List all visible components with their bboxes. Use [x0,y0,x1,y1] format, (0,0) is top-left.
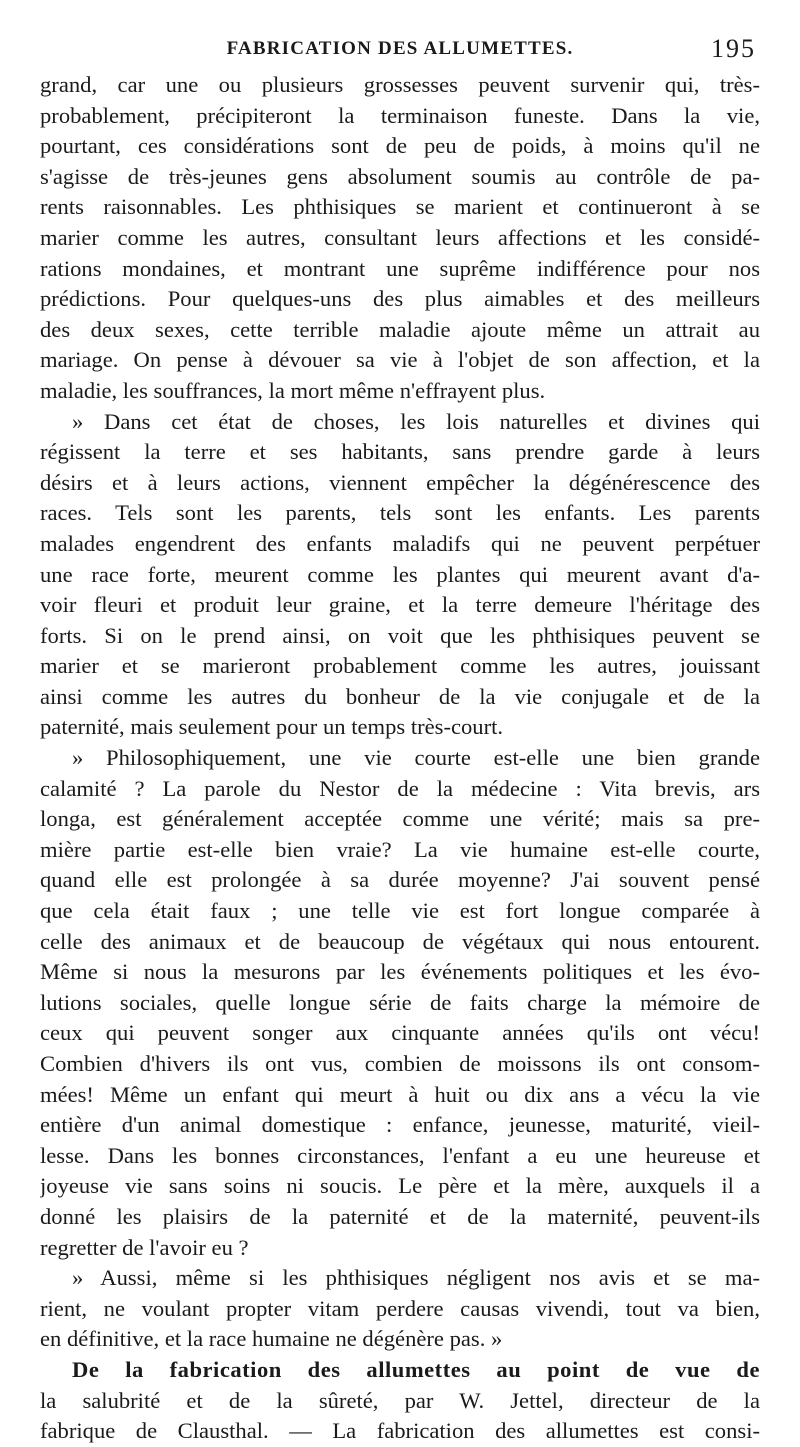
text-line: une race forte, meurent comme les plantes qui meurent avant d'a- [40,561,760,587]
text-line: races. Tels sont les parents, tels sont les enfants. Les parents [40,500,760,526]
text-line: rations mondaines, et montrant une suprême indifférence pour nos [40,255,760,281]
text-line: rents raisonnables. Les phthisiques se marient et continueront à se [40,194,760,220]
text-line: entière d'un animal domestique : enfance, jeunesse, maturité, vieil- [40,1112,760,1138]
text-line: lutions sociales, quelle longue série de faits charge la mémoire de [40,989,760,1015]
text-line: joyeuse vie sans soins ni soucis. Le père et la mère, auxquels il a [40,1173,760,1199]
text-line: mées! Même un enfant qui meurt à huit ou dix ans a vécu la vie [40,1081,760,1107]
text-line: malades engendrent des enfants maladifs qui ne peuvent perpétuer [40,530,760,556]
text-line: » Dans cet état de choses, les lois naturelles et divines qui [72,408,760,434]
text-line: voir fleuri et produit leur graine, et la terre demeure l'héritage des [40,592,760,618]
section-heading-line: De la fabrication des allumettes au point de vue de [72,1356,760,1382]
text-line: prédictions. Pour quelques-uns des plus aimables et des meilleurs [40,286,760,312]
text-line: » Aussi, même si les phthisiques négligent nos avis et se ma- [72,1265,760,1291]
text-line: que cela était faux ; une telle vie est fort longue comparée à [40,898,760,924]
text-line: Combien d'hivers ils ont vus, combien de moissons ils ont consom- [40,1051,760,1076]
text-line: des deux sexes, cette terrible maladie ajoute même un attrait au [40,316,760,342]
text-line: désirs et à leurs actions, viennent empêcher la dégénérescence des [40,469,760,495]
text-line: marier comme les autres, consultant leurs affections et les considé- [40,224,760,250]
page-number: 195 [711,34,756,63]
text-line: paternité, mais seulement pour un temps très-court. [40,714,504,740]
body-text [40,70,760,1447]
text-line: calamité ? La parole du Nestor de la médecine : Vita brevis, ars [40,775,760,801]
text-line: la salubrité et de la sûreté, par W. Jettel, directeur de la [40,1387,760,1413]
text-line: s'agisse de très-jeunes gens absolument soumis au contrôle de pa- [40,163,760,189]
text-line: quand elle est prolongée à sa durée moyenne? J'ai souvent pensé [40,867,760,893]
text-line: regretter de l'avoir eu ? [40,1234,249,1260]
text-line: probablement, précipiteront la terminaison funeste. Dans la vie, [40,102,760,128]
text-line: forts. Si on le prend ainsi, on voit que les phthisiques peuvent se [40,622,760,648]
text-line: mière partie est-elle bien vraie? La vie humaine est-elle courte, [40,836,760,862]
text-line: ainsi comme les autres du bonheur de la vie conjugale et de la [40,683,760,709]
text-line: ceux qui peuvent songer aux cinquante années qu'ils ont vécu! [40,1020,760,1046]
text-line: celle des animaux et de beaucoup de végétaux qui nous entourent. [40,928,760,954]
text-line: pourtant, ces considérations sont de peu de poids, à moins qu'il ne [40,133,760,159]
running-head [40,32,760,70]
text-line: longa, est généralement acceptée comme une vérité; mais sa pre- [40,806,760,832]
text-line: mariage. On pense à dévouer sa vie à l'objet de son affection, et la [40,347,760,373]
text-line: grand, car une ou plusieurs grossesses peuvent survenir qui, très- [40,72,760,97]
text-line: fabrique de Clausthal. — La fabrication des allumettes est consi- [40,1418,760,1444]
text-line: marier et se marieront probablement comme les autres, jouissant [40,653,760,679]
text-line: » Philosophiquement, une vie courte est-elle une bien grande [72,745,760,771]
text-line: régissent la terre et ses habitants, sans prendre garde à leurs [40,439,760,465]
text-line: donné les plaisirs de la paternité et de la maternité, peuvent-ils [40,1203,760,1229]
running-title: FABRICATION DES ALLUMETTES. [226,38,574,59]
text-line: lesse. Dans les bonnes circonstances, l'enfant a eu une heureuse et [40,1142,760,1168]
text-line: rient, ne voulant propter vitam perdere causas vivendi, tout va bien, [40,1295,760,1321]
text-line: Même si nous la mesurons par les événements politiques et les évo- [40,959,760,985]
text-line: en définitive, et la race humaine ne dégénère pas. » [40,1326,503,1352]
text-line: maladie, les souffrances, la mort même n'effrayent plus. [40,377,546,403]
